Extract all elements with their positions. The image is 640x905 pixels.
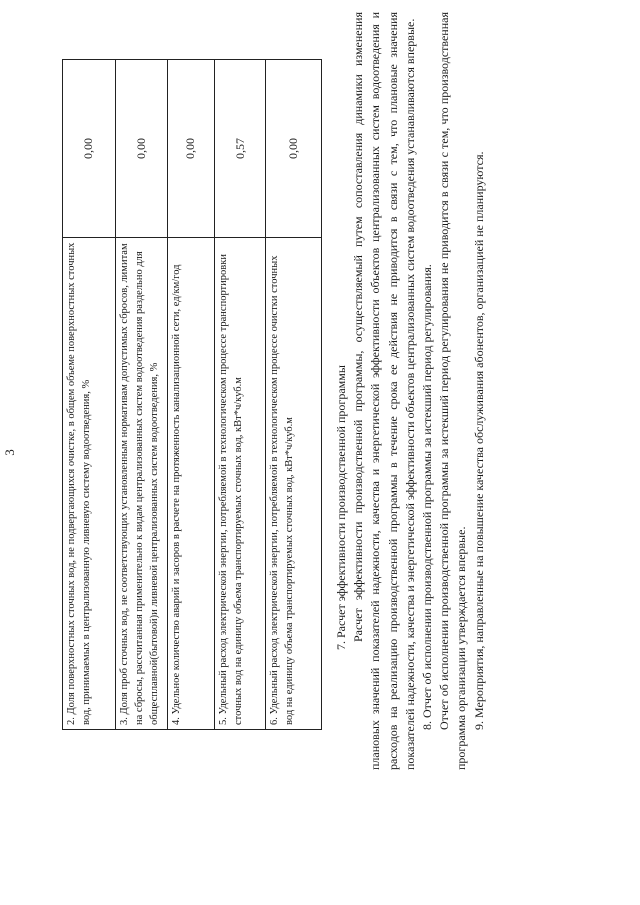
table-row xyxy=(168,60,215,730)
indicator-label: 6. Удельный расход электрической энергии, потребляемой в технологическом процессе очистки сточных вод на единицу объема транспортируемых сточных вод, кВт*ч/куб.м xyxy=(266,238,322,730)
page-number: 3 xyxy=(2,449,17,456)
section-8-heading: 8. Отчет об исполнении производственной программы за истекший период регулирования. xyxy=(420,264,435,730)
indicator-label: 5. Удельный расход электрической энергии, потребляемой в технологическом процессе транспортировки сточных вод на единицу объема транспортируемых сточных вод, кВт*ч/куб.м xyxy=(214,238,266,730)
indicator-value: 0,00 xyxy=(63,60,116,238)
indicator-label: 4. Удельное количество аварий и засоров в расчете на протяженность канализационной сети, ед/км/год xyxy=(168,238,215,730)
indicator-label: 3. Доля проб сточных вод, не соответствующих установленным нормативам допустимых сбросов, лимитам на сбросы, рассчитанная применительно к видам централизованных систем водоотведения раздельно для общесплавной(бытовой)и ливневой централизованных систем водоотведения, % xyxy=(115,238,168,730)
section-9: 9. Мероприятия, направленные на повышение качества обслуживания абонентов, организацией не планируются. xyxy=(471,151,486,730)
section-7-heading: 7. Расчет эффективности производственной программы xyxy=(334,365,348,650)
table-row xyxy=(63,60,116,730)
indicator-label: 2. Доля поверхностных сточных вод, не подвергающихся очистке, в общем объеме поверхностных сточных вод, принимаемых в централизованную ливневую систему водоотведения, % xyxy=(63,238,116,730)
table-row xyxy=(115,60,168,730)
indicator-value: 0,00 xyxy=(168,60,215,238)
section-7-body: Расчет эффективности производственной программы, осуществляемый путем сопоставления динамики изменения плановых значений показателей надежности, качества и энергетической эффективности объектов централизованных систем водоотведения и расходов на реализацию производственной программы в течение срока ее действия не приводится в связи с тем, что плановые значения показателей надежности, качества и энергетической эффективности объектов централизованных систем водоотведения устанавливаются впервые. xyxy=(351,12,417,770)
section-8-body: Отчет об исполнении производственной программы за истекший период регулирования не приводится в связи с тем, что производственная программа организации утверждается впервые. xyxy=(437,12,469,770)
table-row xyxy=(266,60,322,730)
indicators-table xyxy=(62,59,322,730)
indicator-value: 0,00 xyxy=(115,60,168,238)
indicator-value: 0,57 xyxy=(214,60,266,238)
table-row xyxy=(214,60,266,730)
indicator-value: 0,00 xyxy=(266,60,322,238)
body-text xyxy=(333,12,488,770)
